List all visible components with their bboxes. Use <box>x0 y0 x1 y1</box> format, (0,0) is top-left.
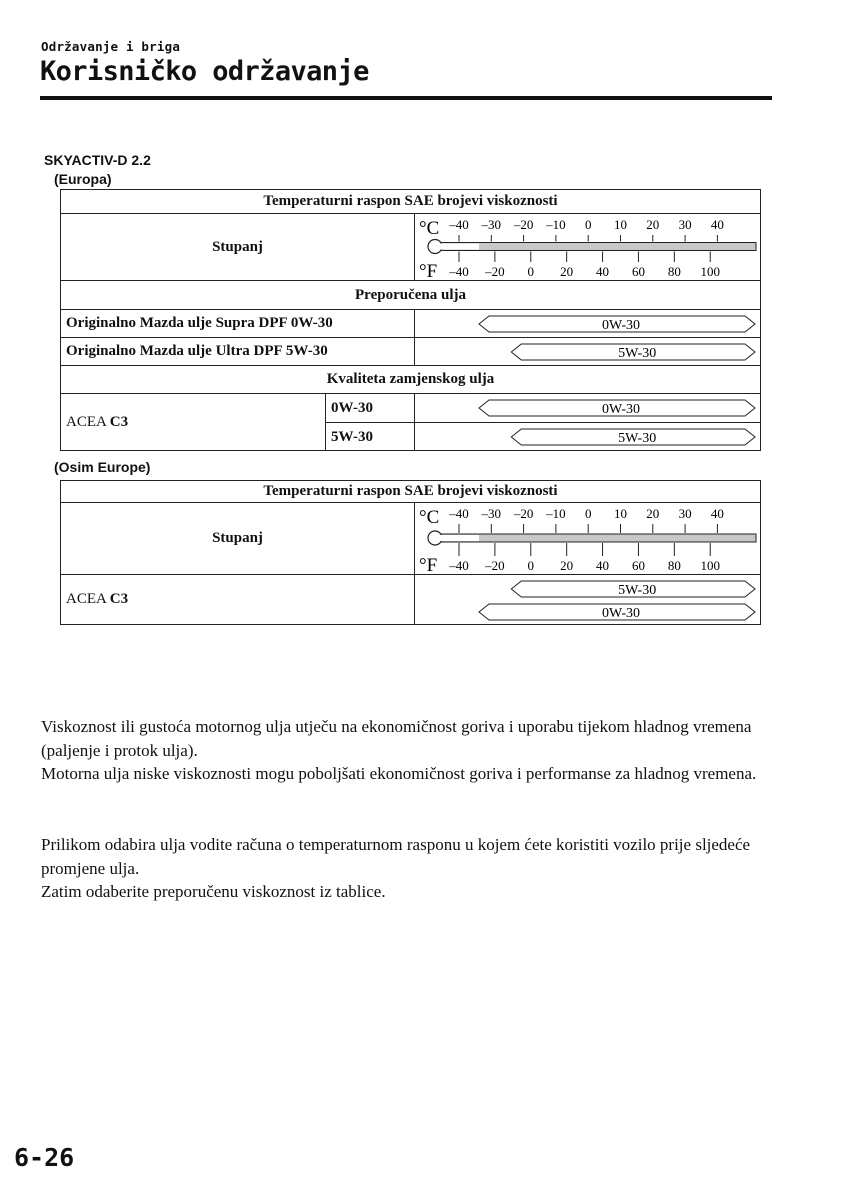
celsius-tick-label: –20 <box>513 217 534 232</box>
fahrenheit-tick-label: 60 <box>631 264 645 279</box>
celsius-tick-label: –10 <box>546 506 566 521</box>
table-header-row <box>61 481 760 503</box>
range-grade-label: 5W-30 <box>618 345 657 361</box>
celsius-tick-label: 10 <box>614 506 627 521</box>
paragraph: Motorna ulja niske viskoznosti mogu poboljšati ekonomičnost goriva i performanse za hladnog vremena. <box>41 764 757 783</box>
alt-header-row <box>61 366 760 394</box>
fahrenheit-tick-label: 40 <box>596 558 610 573</box>
celsius-tick-label: 0 <box>584 217 592 232</box>
range-bar <box>415 338 760 366</box>
temperature-scale-cell <box>414 214 760 280</box>
temperature-scale <box>415 503 761 575</box>
celsius-tick-label: –30 <box>481 506 502 521</box>
paragraph: Prilikom odabira ulja vodite računa o temperaturnom rasponu u kojem ćete koristiti vozilo prije sljedeće promjene ulja. <box>41 835 751 878</box>
celsius-tick-label: –40 <box>449 506 469 521</box>
page-title: Korisničko održavanje <box>40 56 369 87</box>
region-other-label: (Osim Europe) <box>54 459 151 475</box>
range-bar <box>415 577 761 601</box>
range-grade-label: 5W-30 <box>618 431 657 446</box>
fahrenheit-tick-label: 0 <box>527 264 535 279</box>
recommended-header: Preporučena ulja <box>355 286 466 303</box>
fahrenheit-tick-label: 0 <box>527 558 535 573</box>
fahrenheit-tick-label: –20 <box>485 558 505 573</box>
spec-prefix: ACEA <box>66 414 110 430</box>
grade-label: Stupanj <box>212 238 263 255</box>
fahrenheit-tick-label: 20 <box>560 264 574 279</box>
celsius-tick-label: –10 <box>546 217 566 232</box>
celsius-tick-label: 20 <box>646 217 660 232</box>
range-bar <box>415 310 760 338</box>
range-bar <box>415 394 760 422</box>
fahrenheit-unit: °F <box>419 261 438 281</box>
grade-label: Stupanj <box>212 530 263 546</box>
fahrenheit-tick-label: 60 <box>631 558 645 573</box>
celsius-tick-label: –20 <box>513 506 534 521</box>
range-bar <box>415 423 760 451</box>
thermometer-bar <box>433 243 756 251</box>
spec-prefix: ACEA <box>66 591 110 607</box>
range-cell <box>414 310 760 337</box>
celsius-tick-label: 40 <box>710 506 724 521</box>
fahrenheit-tick-label: –20 <box>485 264 505 279</box>
fahrenheit-tick-label: 100 <box>700 264 720 279</box>
paragraph: Zatim odaberite preporučenu viskoznost iz tablice. <box>41 882 386 901</box>
celsius-unit: °C <box>419 218 440 239</box>
range-cell <box>414 575 760 624</box>
fahrenheit-tick-label: 80 <box>667 558 681 573</box>
range-bar <box>415 601 761 623</box>
fahrenheit-tick-label: 100 <box>700 558 720 573</box>
fahrenheit-tick-label: –40 <box>449 558 469 573</box>
table-row <box>61 310 760 338</box>
table-header: Temperaturni raspon SAE brojevi viskoznosti <box>263 483 558 499</box>
celsius-tick-label: –40 <box>449 217 469 232</box>
celsius-tick-label: –30 <box>481 217 502 232</box>
range-cell <box>414 394 760 423</box>
thermometer-neck <box>439 244 479 250</box>
oil-name: Originalno Mazda ulje Supra DPF 0W-30 <box>66 315 333 331</box>
range-grade-label: 0W-30 <box>601 402 641 417</box>
viscosity-table-europe <box>60 189 761 451</box>
thermometer-neck <box>439 535 479 541</box>
celsius-tick-label: 40 <box>710 217 724 232</box>
celsius-tick-label: 30 <box>678 217 692 232</box>
spec-label <box>61 575 414 624</box>
region-europe-label: (Europa) <box>54 171 112 187</box>
fahrenheit-tick-label: 40 <box>596 264 610 279</box>
recommended-header-row <box>61 281 760 310</box>
spec-row <box>61 575 760 624</box>
range-cell <box>414 338 760 365</box>
fahrenheit-unit: °F <box>419 555 438 575</box>
alt-block <box>61 394 760 451</box>
grade-row <box>61 214 760 281</box>
table-header-row <box>61 190 760 214</box>
engine-label: SKYACTIV-D 2.2 <box>44 152 151 168</box>
fahrenheit-tick-label: 80 <box>667 264 681 279</box>
section-title: Održavanje i briga <box>41 39 181 54</box>
header-divider <box>40 96 772 100</box>
table-header: Temperaturni raspon SAE brojevi viskoznosti <box>263 193 558 209</box>
table-row <box>61 338 760 366</box>
page-number: 6-26 <box>14 1143 75 1172</box>
range-grade-label: 0W-30 <box>601 317 641 333</box>
celsius-tick-label: 0 <box>584 506 592 521</box>
temperature-scale-cell <box>414 503 760 574</box>
fahrenheit-tick-label: –40 <box>449 264 469 279</box>
alt-header: Kvaliteta zamjenskog ulja <box>326 371 495 387</box>
alt-spec <box>61 394 325 451</box>
fahrenheit-tick-label: 20 <box>560 558 574 573</box>
celsius-tick-label: 30 <box>678 506 692 521</box>
thermometer-bar <box>433 534 756 542</box>
celsius-unit: °C <box>419 507 440 528</box>
range-cell <box>414 423 760 451</box>
celsius-tick-label: 20 <box>646 506 660 521</box>
viscosity-table-other <box>60 480 761 625</box>
spec-code: C3 <box>109 414 129 430</box>
range-grade-label: 5W-30 <box>618 583 657 598</box>
alt-grade: 0W-30 <box>325 394 414 423</box>
oil-name: Originalno Mazda ulje Ultra DPF 5W-30 <box>66 343 328 359</box>
spec-code: C3 <box>109 591 129 607</box>
alt-grade: 5W-30 <box>325 423 414 451</box>
grade-row <box>61 503 760 575</box>
temperature-scale <box>415 214 761 281</box>
range-grade-label: 0W-30 <box>601 606 641 621</box>
celsius-tick-label: 10 <box>614 217 627 232</box>
paragraph: Viskoznost ili gustoća motornog ulja utječu na ekonomičnost goriva i uporabu tijekom hladnog vremena (paljenje i protok ulja). <box>41 717 752 760</box>
